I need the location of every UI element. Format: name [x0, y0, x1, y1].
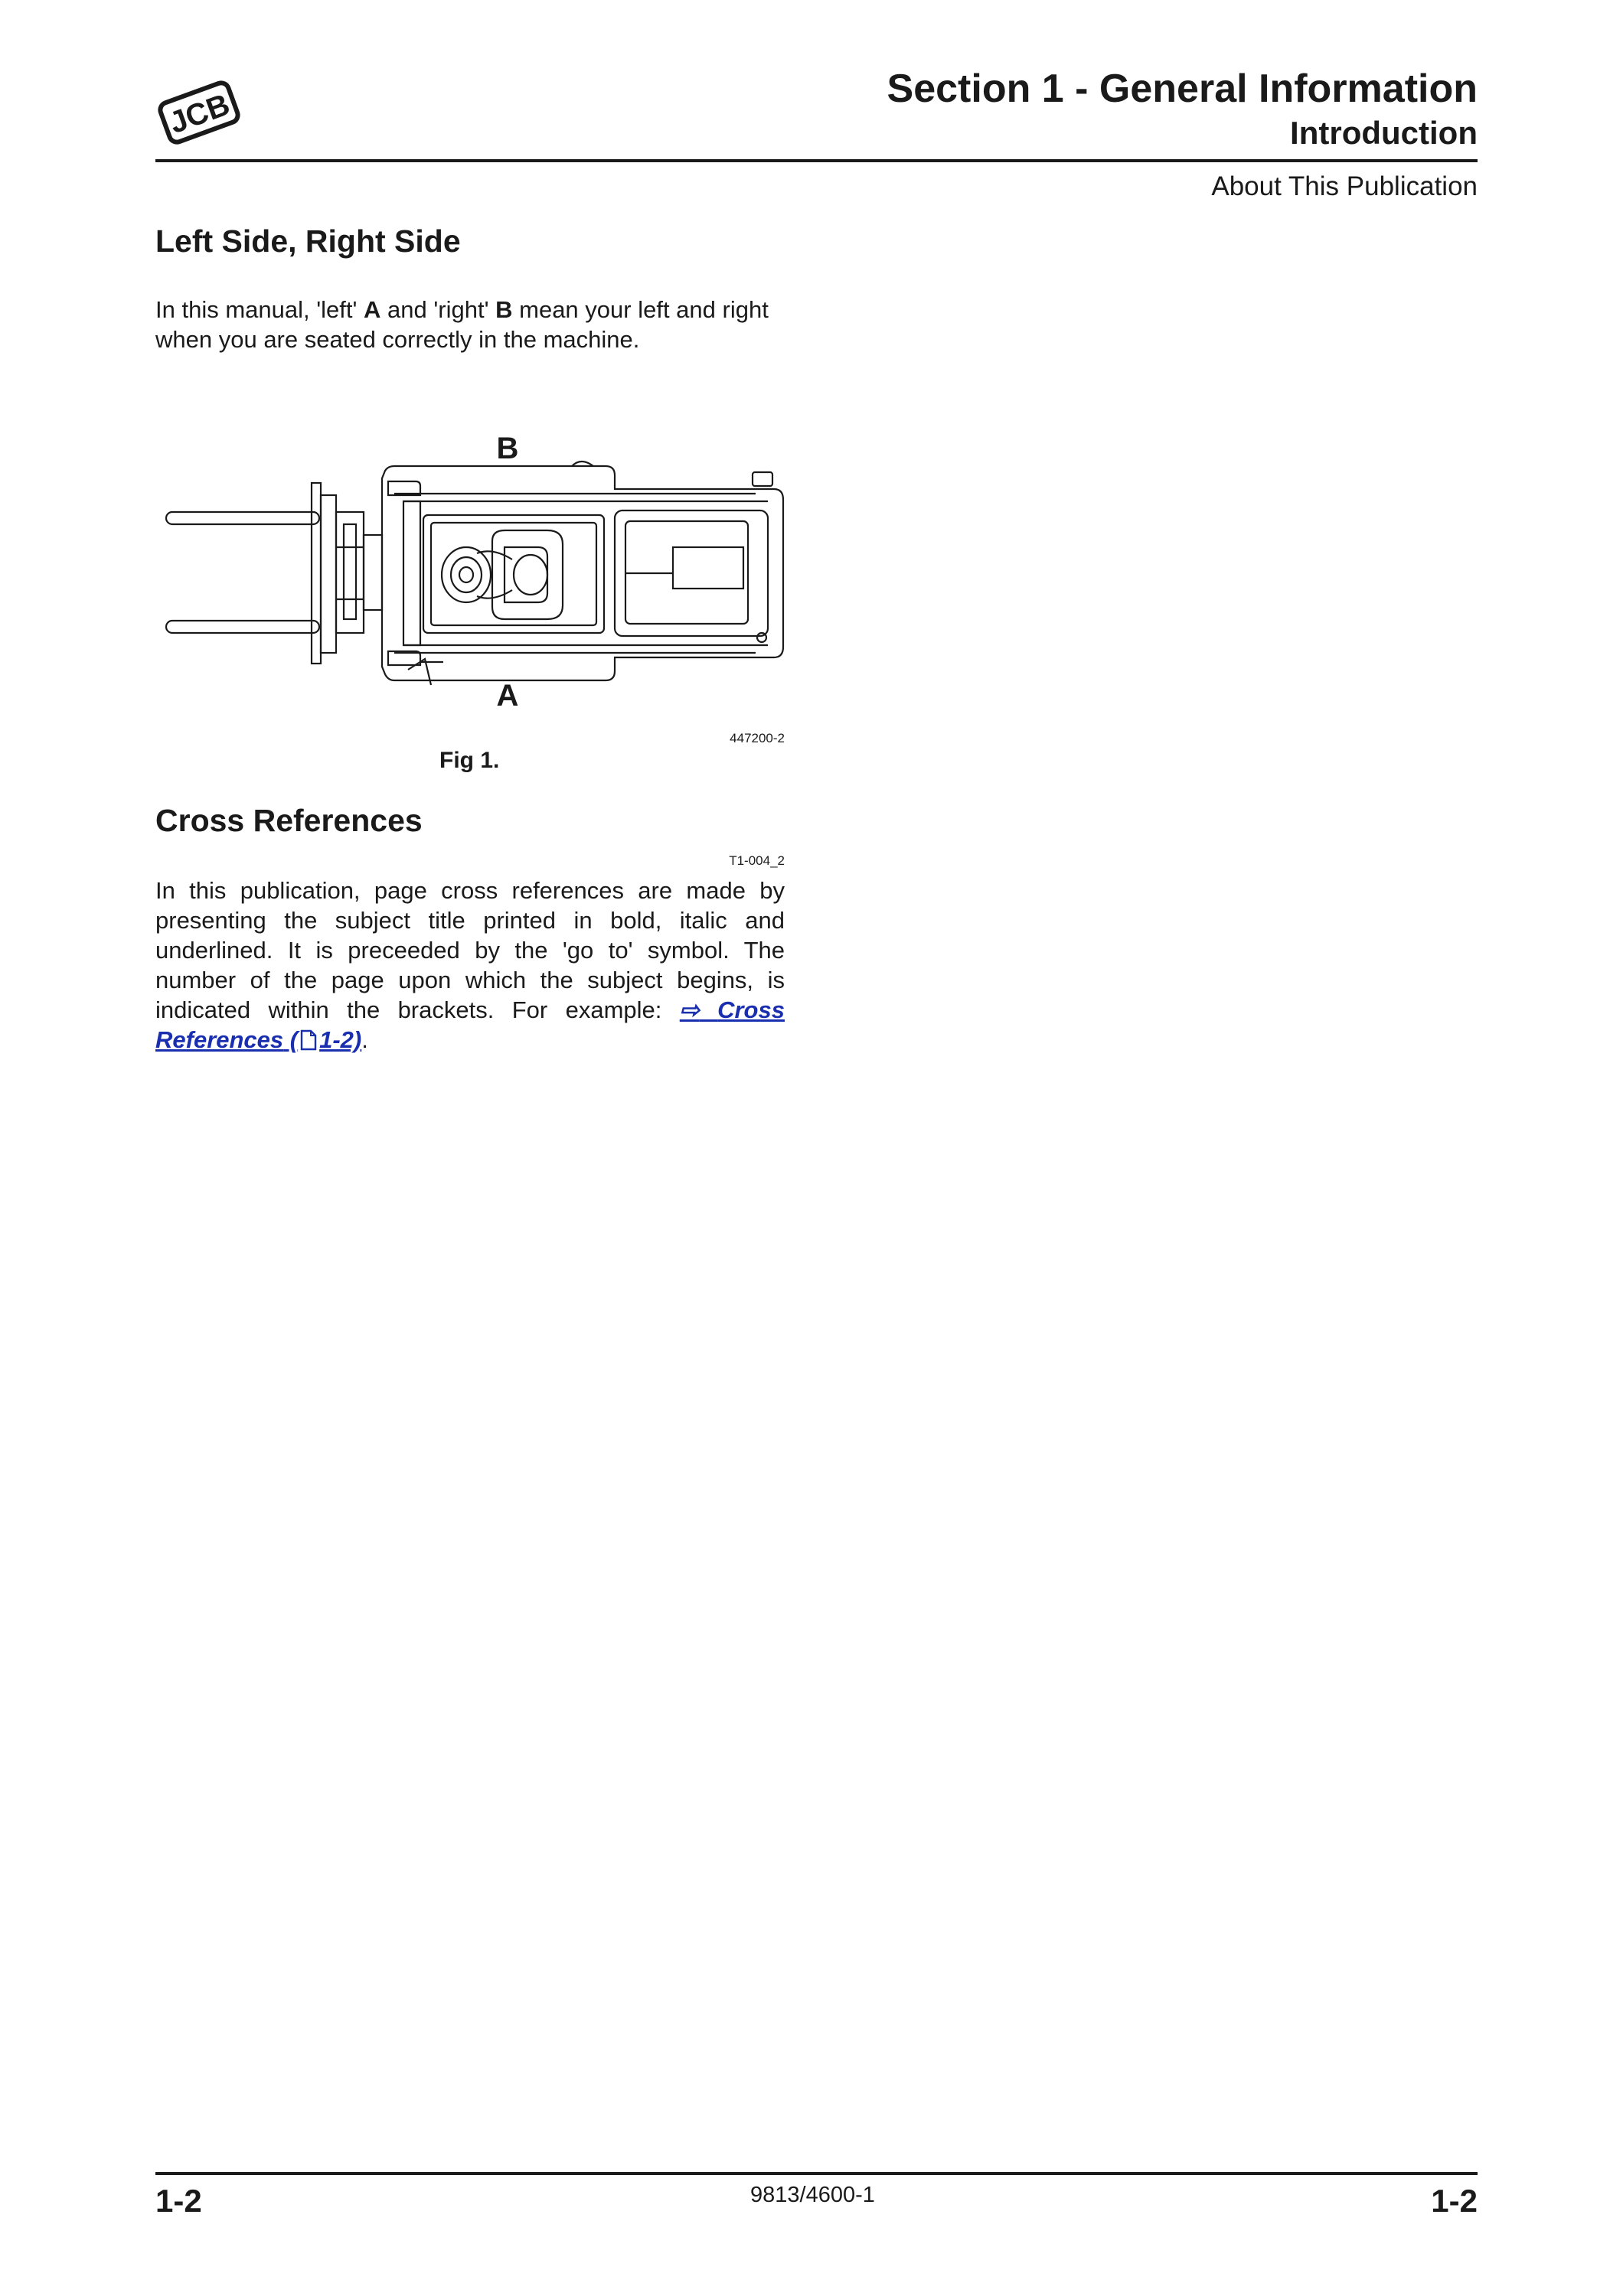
- cross-references-paragraph: In this publication, page cross references are made by presenting the subject title printed in bold, italic and underlined. It is preceeded by the 'go to' symbol. The number of the page upon which the subject begins, is indicated within the brackets. For example: ⇨ Cross References ( 1-2).: [155, 877, 785, 1053]
- topic-title: About This Publication: [1211, 171, 1478, 201]
- left-right-paragraph: In this manual, 'left' A and 'right' B mean your left and right when you are seated correctly in the machine.: [155, 296, 769, 353]
- heading-left-right: Left Side, Right Side: [155, 223, 461, 259]
- cross-references-code: T1-004_2: [729, 853, 785, 868]
- label-a-ref: A: [364, 296, 381, 323]
- cross-references-link[interactable]: ⇨ Cross References ( 1-2): [155, 996, 785, 1053]
- label-b-ref: B: [495, 296, 513, 323]
- heading-cross-references: Cross References: [155, 803, 423, 838]
- figure-code: 447200-2: [730, 731, 785, 745]
- forklift-top-view-figure: [155, 432, 791, 713]
- header-divider: [155, 159, 1478, 162]
- footer-divider: [155, 2172, 1478, 2175]
- page-icon: [300, 1029, 317, 1051]
- go-to-arrow-icon: ⇨: [679, 996, 700, 1023]
- figure-label-b: B: [496, 432, 519, 465]
- jcb-logo: [157, 70, 241, 155]
- chapter-title: Introduction: [1290, 115, 1478, 151]
- figure-label-a: A: [496, 679, 519, 713]
- page-number-left: 1-2: [155, 2183, 202, 2219]
- document-number: 9813/4600-1: [750, 2183, 875, 2207]
- svg-text:JCB: JCB: [165, 87, 234, 141]
- section-title: Section 1 - General Information: [887, 67, 1478, 111]
- figure-caption: Fig 1.: [439, 748, 500, 773]
- page-number-right: 1-2: [1431, 2183, 1478, 2219]
